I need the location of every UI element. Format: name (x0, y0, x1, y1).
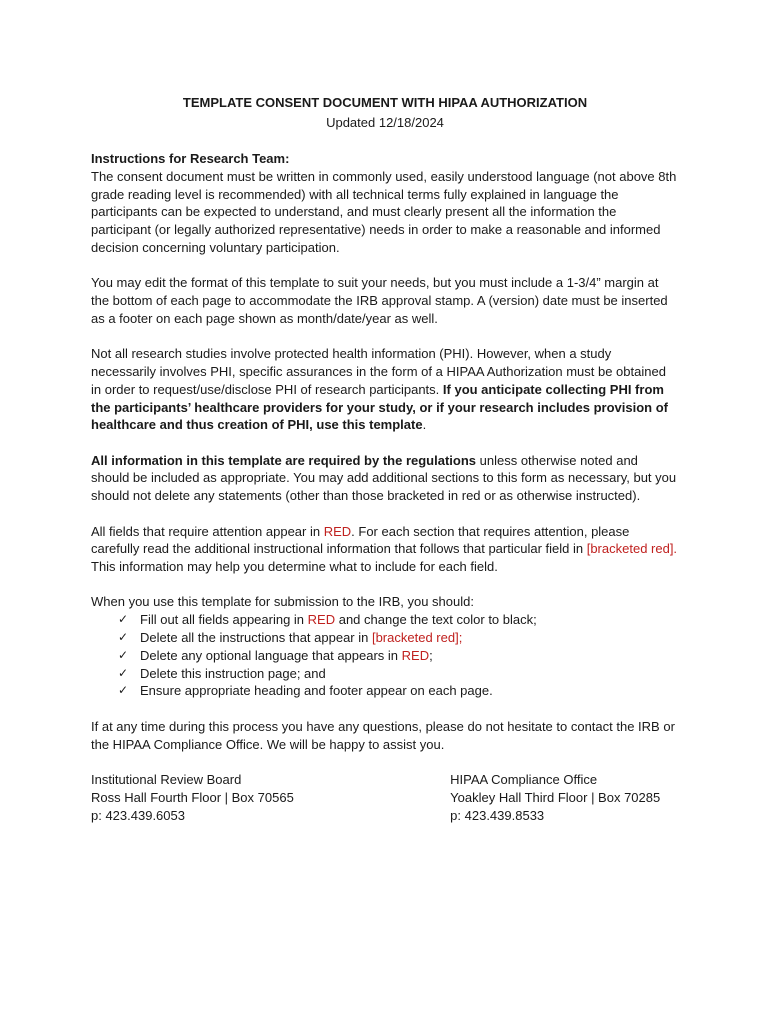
phi-text: Not all research studies involve protected health information (PHI). However, when a study necessarily involves PHI, specific assurances in the form of a HIPAA Authorization must be obtained in order to request/use/disclose PHI of research participants. (91, 346, 666, 397)
document-content (91, 94, 679, 825)
phi-bold-text: If you anticipate collecting PHI from the participants’ healthcare providers for your study, or if your research includes provision of healthcare and thus creation of PHI, use this template (91, 381, 668, 433)
red-fields-text-b: . For each section that requires attention, please carefully read the additional instructional information that follows that particular field in (91, 523, 630, 557)
hipaa-phone: p: 423.439.8533 (450, 807, 545, 823)
checkmark-icon: ✓ (118, 630, 129, 645)
paragraph-questions: If at any time during this process you have any questions, please do not hesitate to contact the IRB or the HIPAA Compliance Office. We will be happy to assist you. (91, 718, 675, 752)
checkmark-icon: ✓ (118, 647, 129, 662)
irb-name: Institutional Review Board (91, 771, 242, 787)
hipaa-address: Yoakley Hall Third Floor | Box 70285 (450, 789, 661, 805)
bracketed-red-keyword: [bracketed red]. (586, 541, 678, 557)
list-item (118, 629, 679, 647)
paragraph-format-margin: You may edit the format of this template to suit your needs, but you must include a 1-3/4” margin at the bottom of each page to accommodate the IRB approval stamp. A (version) date must be inserted as a footer on each page shown as month/date/year as well. (91, 275, 668, 326)
instructions-heading: Instructions for Research Team: (91, 151, 290, 166)
hipaa-contact (450, 771, 679, 825)
irb-contact (91, 771, 450, 825)
list-item-red-text: RED (401, 647, 430, 663)
irb-phone: p: 423.439.6053 (91, 807, 185, 823)
contact-blocks (91, 771, 679, 825)
list-item-text: ; (429, 647, 433, 663)
checklist-intro: When you use this template for submission to the IRB, you should: (91, 594, 474, 610)
red-keyword: RED (323, 523, 352, 539)
phi-end: . (422, 417, 427, 433)
list-item-text: and change the text color to black; (335, 612, 537, 628)
list-item-text: Fill out all fields appearing in (140, 612, 308, 628)
list-item-red-text: RED (307, 612, 336, 628)
list-item-text: Delete this instruction page; and (140, 665, 326, 681)
regulations-bold-text: All information in this template are required by the regulations (91, 452, 477, 468)
checkmark-icon: ✓ (118, 612, 129, 627)
list-item (118, 611, 679, 629)
list-item-text: Ensure appropriate heading and footer appear on each page. (140, 683, 493, 699)
hipaa-name: HIPAA Compliance Office (450, 771, 598, 787)
list-item-text: Delete all the instructions that appear in (140, 630, 372, 646)
red-fields-text-a: All fields that require attention appear in (91, 523, 324, 539)
list-item-red-text: [bracketed red] (371, 630, 459, 646)
list-item (118, 647, 679, 665)
paragraph-red-fields (91, 523, 679, 576)
list-item-text: Delete any optional language that appears in (140, 647, 402, 663)
checkmark-icon: ✓ (118, 683, 129, 698)
list-item (118, 682, 679, 700)
red-fields-text-c: This information may help you determine what to include for each field. (91, 559, 498, 575)
irb-address: Ross Hall Fourth Floor | Box 70565 (91, 789, 294, 805)
updated-date: Updated 12/18/2024 (326, 115, 444, 130)
checkmark-icon: ✓ (118, 665, 129, 680)
document-title: TEMPLATE CONSENT DOCUMENT WITH HIPAA AUTHORIZATION (182, 95, 588, 110)
list-item (118, 665, 679, 683)
paragraph-plain-language: The consent document must be written in commonly used, easily understood language (not above 8th grade reading level is recommended) with all technical terms fully explained in language the participants can be expected to understand, and must clearly present all the information the participant (or legally authorized representative) needs in order to make a reasonable and informed decision concerning voluntary participation. (91, 168, 677, 255)
list-item-red-text: ; (458, 630, 463, 646)
paragraph-phi (91, 345, 679, 434)
regulations-text: unless otherwise noted and should be included as appropriate. You may add additional sections to this form as necessary, but you should not delete any statements (other than those bracketed in red or as otherwise instructed). (91, 452, 677, 504)
paragraph-regulations (91, 452, 679, 505)
checklist (91, 611, 679, 700)
